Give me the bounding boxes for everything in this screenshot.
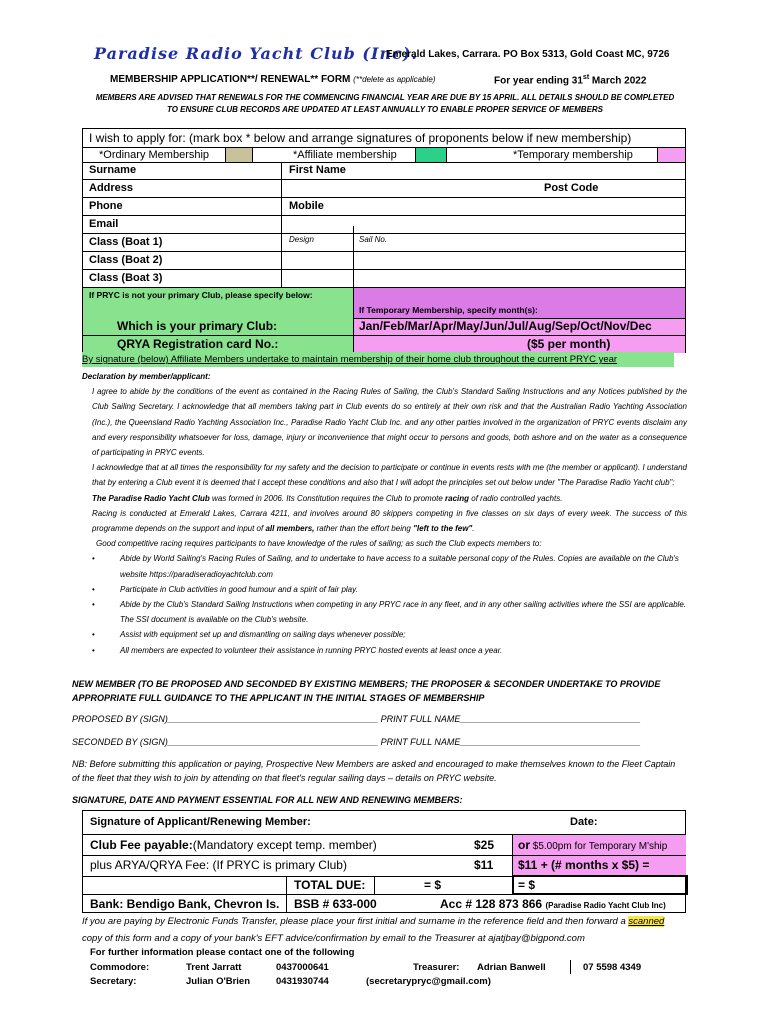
para4b: rather than the effort being <box>314 524 414 534</box>
surname-label: Surname <box>89 164 137 176</box>
temp-rate <box>512 836 667 856</box>
eft-note <box>82 913 682 947</box>
not-primary-label: If PRYC is not your primary Club, please specify below: <box>89 290 313 300</box>
commodore-name: Trent Jarratt <box>186 962 242 973</box>
signature-label: Signature of Applicant/Renewing Member: <box>90 816 311 828</box>
email-label: Email <box>89 218 119 230</box>
form-title <box>110 74 435 85</box>
club-fee <box>84 836 377 854</box>
class2-label: Class (Boat 2) <box>89 254 163 266</box>
secretary-phone: 0431930744 <box>276 976 329 987</box>
bullet-item: • All members are expected to volunteer their assistance in running PRYC hosted events at least once a year. <box>82 643 687 658</box>
commodore-phone: 0437000641 <box>276 962 329 973</box>
secretary-name: Julian O'Brien <box>186 976 251 987</box>
mobile-label: Mobile <box>289 200 324 212</box>
account-name: (Paradise Radio Yacht Club Inc) <box>545 901 666 910</box>
treasurer-phone: 07 5598 4349 <box>583 962 642 973</box>
total-eq2: = $ <box>518 878 536 892</box>
renewal-advice: MEMBERS ARE ADVISED THAT RENEWALS FOR THE COMMENCING FINANCIAL YEAR ARE DUE BY 15 APRIL. ALL DETAILS SHOULD BE COMPLETED TO ENSURE CLUB RECORDS ARE UPDATED AT LEAST ANNUALLY TO ENABLE PROPER SERVICE OF MEMBERS <box>95 93 675 114</box>
proposed-by-line[interactable]: PROPOSED BY (SIGN)__________________________________________ PRINT FULL NAME____________________________________ <box>72 714 641 724</box>
year-ending-date: March 2022 <box>589 75 647 87</box>
total-box[interactable] <box>512 875 688 895</box>
affiliate-label: *Affiliate membership <box>293 149 397 161</box>
eft-line2: copy of this form and a copy of your bank's EFT advice/confirmation by email to the Treasurer at ajatjbay@bigpond.com <box>82 933 585 944</box>
year-ending-sup: st <box>582 74 590 81</box>
phone-label: Phone <box>89 200 123 212</box>
eft-line1: If you are paying by Electronic Funds Transfer, please place your first initial and surname in the reference field and then forward a <box>82 916 626 927</box>
affiliate-note: By signature (below) Affiliate Members undertake to maintain membership of their home club throughout the current PRYC year <box>82 352 674 367</box>
para3-bold2: racing <box>445 493 470 503</box>
declaration-para4 <box>82 506 687 536</box>
total-eq1[interactable]: = $ <box>424 878 442 892</box>
declaration-para5: Good competitive racing requires participants to have knowledge of the rules of sailing; as such the Club expects members to: <box>96 539 542 549</box>
total-label: TOTAL DUE: <box>294 878 366 892</box>
declaration <box>82 369 687 658</box>
temporary-checkbox[interactable] <box>658 148 685 162</box>
form-title-note: (**delete as applicable) <box>353 75 436 84</box>
declaration-para1: I agree to abide by the conditions of the event as contained in the Racing Rules of Sailing, the Club's Standard Sailing Instructions and any Notices published by the Club Sailing Secretary. I acknowledge that all members taking part in Club events do so entirely at their own risk and that the Australian Radio Yachting Association (Inc.), the Queensland Radio Yachting Association Inc., Paradise Radio Yacht Club Inc. and any other parties involved in the organization of PRYC events disclaim any and every responsibility whatsoever for loss, damage, injury or inconvenience that might occur to persons and goods, both ashore and on the water as a consequence of participating in PRYC events. <box>92 387 687 458</box>
arya-temp: $11 + (# months x $5) = <box>518 858 650 872</box>
ordinary-checkbox[interactable] <box>226 148 252 162</box>
nb-note: NB: Before submitting this application or paying, Prospective New Members are asked and encouraged to make themselves known to the Fleet Captain of the fleet that they wish to join by attending on that fleet's regular sailing days – details on PRYC website. <box>72 759 676 783</box>
bullet-item: • Assist with equipment set up and dismantling on sailing days whenever possible; <box>82 627 687 642</box>
temporary-label: *Temporary membership <box>513 149 633 161</box>
temp-rate-text: $5.00pm for Temporary M'ship <box>530 841 668 852</box>
account-number: Acc # 128 873 866 <box>440 897 543 911</box>
club-address: Emerald Lakes, Carrara. PO Box 5313, Gold Coast MC, 9726 <box>386 49 670 60</box>
contacts-intro: For further information please contact one of the following <box>90 947 355 958</box>
affiliate-checkbox[interactable] <box>416 148 446 162</box>
apply-label: I wish to apply for: (mark box * below and arrange signatures of proponents below if new membership) <box>89 131 632 145</box>
club-name: Paradise Radio Yacht Club (Inc). <box>94 44 418 63</box>
address-label: Address <box>89 182 134 194</box>
year-ending <box>494 74 646 86</box>
treasurer-name: Adrian Banwell <box>477 962 546 973</box>
temp-or: or <box>518 838 530 852</box>
temp-months-label: If Temporary Membership, specify month(s): <box>359 305 538 315</box>
para4-bold: all members, <box>265 524 315 534</box>
bullet-item: • Participate in Club activities in good humour and a spirit of fair play. <box>82 582 687 597</box>
club-fee-amount: $25 <box>474 838 495 852</box>
bsb-label: BSB # 633-000 <box>294 897 377 911</box>
arya-label: plus ARYA/QRYA Fee: (If PRYC is primary Club) <box>90 858 347 872</box>
year-ending-text: For year ending 31 <box>494 75 583 87</box>
para3-bold: The Paradise Radio Yacht Club <box>92 493 210 503</box>
arya-amount: $11 <box>474 858 494 872</box>
treasurer-role: Treasurer: <box>413 962 460 973</box>
commodore-role: Commodore: <box>90 962 150 973</box>
form-title-text: MEMBERSHIP APPLICATION**/ RENEWAL** FORM <box>110 74 351 85</box>
post-code-label: Post Code <box>544 182 599 194</box>
declaration-para3 <box>82 491 687 506</box>
secretary-role: Secretary: <box>90 976 137 987</box>
first-name-label: First Name <box>289 164 346 176</box>
declaration-para2: I acknowledge that at all times the responsibility for my safety and the decision to participate or continue in events rests with me (the member or applicant). I understand that by entering a Club event it is deemed that I accept these conditions and also that I will adopt the principles set out below under "The Paradise Radio Yacht club": <box>92 463 687 488</box>
para4-bold2: "left to the few" <box>413 524 473 534</box>
primary-club-label: Which is your primary Club: <box>117 319 278 333</box>
class3-label: Class (Boat 3) <box>89 272 163 284</box>
payment-table <box>82 810 687 913</box>
months-list[interactable]: Jan/Feb/Mar/Apr/May/Jun/Jul/Aug/Sep/Oct/Nov/Dec <box>359 319 652 333</box>
ordinary-label: *Ordinary Membership <box>99 149 210 161</box>
para4c: . <box>472 524 475 534</box>
class1-label: Class (Boat 1) <box>89 236 163 248</box>
sail-no-label: Sail No. <box>359 235 388 244</box>
qrya-label: QRYA Registration card No.: <box>117 337 279 351</box>
club-fee-note: (Mandatory except temp. member) <box>192 838 377 852</box>
para3-end: of radio controlled yachts. <box>469 493 563 503</box>
per-month: ($5 per month) <box>527 337 611 351</box>
design-label: Design <box>289 235 314 244</box>
application-form <box>82 128 686 353</box>
declaration-heading: Declaration by member/applicant: <box>82 372 211 381</box>
signature-heading: SIGNATURE, DATE AND PAYMENT ESSENTIAL FOR ALL NEW AND RENEWING MEMBERS: <box>72 795 463 805</box>
para3-mid: was formed in 2006. Its Constitution requires the Club to promote <box>209 493 446 503</box>
secretary-email[interactable]: (secretarypryc@gmail.com) <box>366 976 491 987</box>
bank-label: Bank: Bendigo Bank, Chevron Is. <box>90 897 280 911</box>
eft-scanned: scanned <box>628 916 665 927</box>
seconded-by-line[interactable]: SECONDED BY (SIGN)__________________________________________ PRINT FULL NAME____________________________________ <box>72 737 641 747</box>
bullet-item: • Abide by the Club's Standard Sailing Instructions when competing in any PRYC race in any fleet, and in any other sailing activities where the SSI are applicable. The SSI document is available on the Club's website. <box>82 597 687 627</box>
bullet-item: • Abide by World Sailing's Racing Rules of Sailing, and to undertake to have access to a suitable personal copy of the Rules. Copies are available on the Club's website https://paradiseradioyachtclub.com <box>82 551 687 581</box>
new-member-heading: NEW MEMBER (TO BE PROPOSED AND SECONDED BY EXISTING MEMBERS; THE PROPOSER & SECONDER UNDERTAKE TO PROVIDE APPROPRIATE FULL GUIDANCE TO THE APPLICANT IN THE INITIAL STAGES OF MEMBERSHIP <box>72 679 661 703</box>
club-fee-label: Club Fee payable: <box>90 838 193 852</box>
para4a: Racing is conducted at Emerald Lakes, Carrara 4211, and involves around 80 skippers competing in five classes on six days of every week. The success of this programme depends on the support and input of <box>92 508 687 534</box>
date-label: Date: <box>570 816 598 828</box>
